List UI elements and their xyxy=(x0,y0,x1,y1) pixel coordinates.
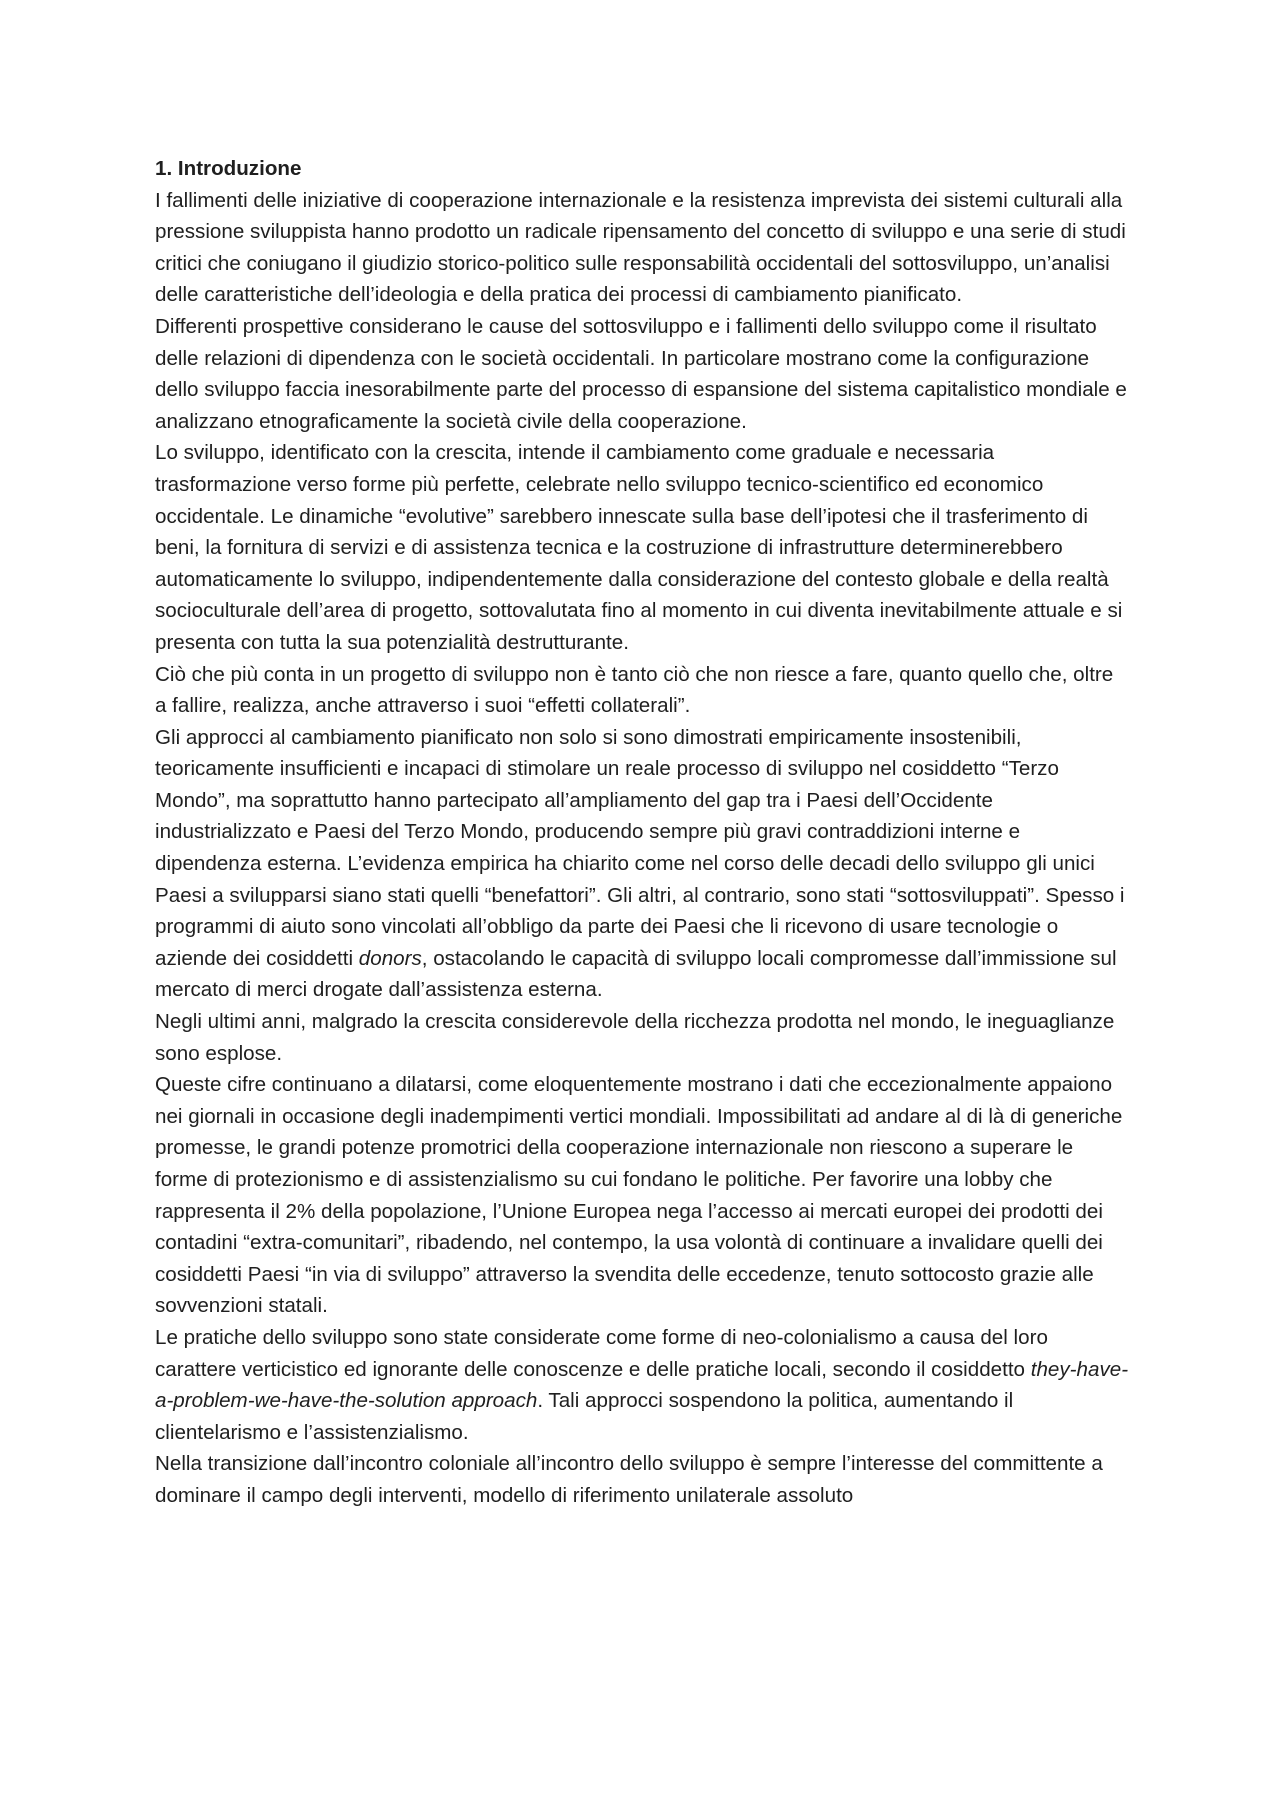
paragraph-8 xyxy=(155,1322,1130,1448)
paragraph-3: Lo sviluppo, identificato con la crescita, intende il cambiamento come graduale e necessaria trasformazione verso forme più perfette, celebrate nello sviluppo tecnico-scientifico ed economico occidentale. Le dinamiche “evolutive” sarebbero innescate sulla base dell’ipotesi che il trasferimento di beni, la fornitura di servizi e di assistenza tecnica e la costruzione di infrastrutture determinerebbero automaticamente lo sviluppo, indipendentemente dalla considerazione del contesto globale e della realtà socioculturale dell’area di progetto, sottovalutata fino al momento in cui diventa inevitabilmente attuale e si presenta con tutta la sua potenzialità destrutturante. xyxy=(155,441,1123,654)
paragraph-8-italic-term: they-have-a-problem-we-have-the-solution approach xyxy=(155,1357,1129,1413)
paragraph-2: Differenti prospettive considerano le cause del sottosviluppo e i fallimenti dello sviluppo come il risultato delle relazioni di dipendenza con le società occidentali. In particolare mostrano come la configurazione dello sviluppo faccia inesorabilmente parte del processo di espansione del sistema capitalistico mondiale e analizzano etnograficamente la società civile della cooperazione. xyxy=(155,314,1127,433)
paragraph-6: Negli ultimi anni, malgrado la crescita considerevole della ricchezza prodotta nel mondo, le ineguaglianze sono esplose. xyxy=(155,1010,1115,1065)
section-heading: 1. Introduzione xyxy=(155,157,302,180)
paragraph-8-text-before: Le pratiche dello sviluppo sono state considerate come forme di neo-colonialismo a causa del loro carattere verticistico ed ignorante delle conoscenze e delle pratiche locali, secondo il cosiddetto xyxy=(155,1325,1048,1381)
document-page xyxy=(155,153,1130,1512)
paragraph-4: Ciò che più conta in un progetto di sviluppo non è tanto ciò che non riesce a fare, quanto quello che, oltre a fallire, realizza, anche attraverso i suoi “effetti collaterali”. xyxy=(155,662,1114,718)
paragraph-1: I fallimenti delle iniziative di cooperazione internazionale e la resistenza imprevista dei sistemi culturali alla pressione sviluppista hanno prodotto un radicale ripensamento del concetto di sviluppo e una serie di studi critici che coniugano il giudizio storico-politico sulle responsabilità occidentali del sottosviluppo, un’analisi delle caratteristiche dell’ideologia e della pratica dei processi di cambiamento pianificato. xyxy=(155,188,1126,307)
paragraph-5 xyxy=(155,722,1130,1006)
paragraph-5-italic-term: donors xyxy=(358,946,422,970)
paragraph-5-text-after: , ostacolando le capacità di sviluppo locali compromesse dall’immissione sul mercato di merci drogate dall’assistenza esterna. xyxy=(155,946,1117,1002)
paragraph-5-text-before: Gli approcci al cambiamento pianificato non solo si sono dimostrati empiricamente insostenibili, teoricamente insufficienti e incapaci di stimolare un reale processo di sviluppo nel cosiddetto “Terzo Mondo”, ma soprattutto hanno partecipato all’ampliamento del gap tra i Paesi dell’Occidente industrializzato e Paesi del Terzo Mondo, producendo sempre più gravi contraddizioni interne e dipendenza esterna. L’evidenza empirica ha chiarito come nel corso delle decadi dello sviluppo gli unici Paesi a svilupparsi siano stati quelli “benefattori”. Gli altri, al contrario, sono stati “sottosviluppati”. Spesso i programmi di aiuto sono vincolati all’obbligo da parte dei Paesi che li ricevono di usare tecnologie o aziende dei cosiddetti xyxy=(155,725,1125,970)
paragraph-9: Nella transizione dall’incontro coloniale all’incontro dello sviluppo è sempre l’interesse del committente a dominare il campo degli interventi, modello di riferimento unilaterale assoluto xyxy=(155,1452,1103,1507)
paragraph-7: Queste cifre continuano a dilatarsi, come eloquentemente mostrano i dati che eccezionalmente appaiono nei giornali in occasione degli inadempimenti vertici mondiali. Impossibilitati ad andare al di là di generiche promesse, le grandi potenze promotrici della cooperazione internazionale non riescono a superare le forme di protezionismo e di assistenzialismo su cui fondano le politiche. Per favorire una lobby che rappresenta il 2% della popolazione, l’Unione Europea nega l’accesso ai mercati europei dei prodotti dei contadini “extra-comunitari”, ribadendo, nel contempo, la usa volontà di continuare a invalidare quelli dei cosiddetti Paesi “in via di sviluppo” attraverso la svendita delle eccedenze, tenuto sottocosto grazie alle sovvenzioni statali. xyxy=(155,1073,1123,1318)
paragraph-8-text-after: . Tali approcci sospendono la politica, aumentando il clientelarismo e l’assistenzialismo. xyxy=(155,1389,1014,1444)
